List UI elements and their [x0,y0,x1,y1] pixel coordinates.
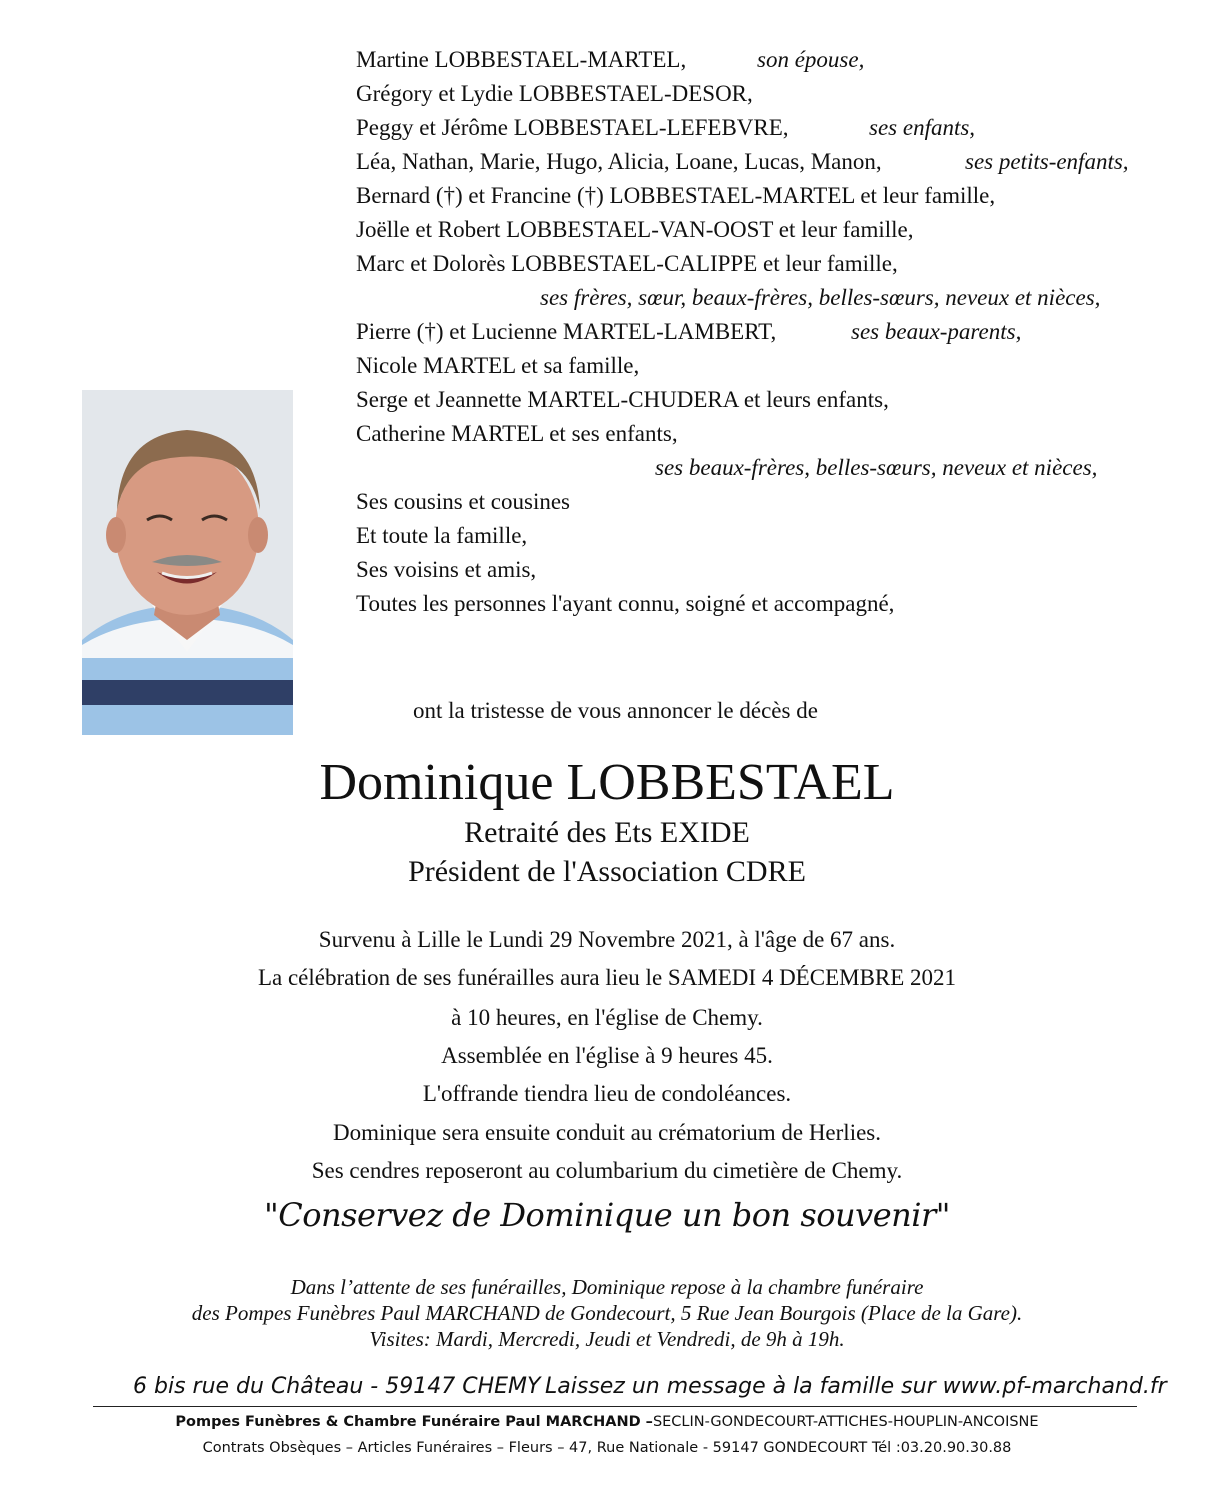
detail-line: à 10 heures, en l'église de Chemy. [451,1005,763,1030]
detail-line: La célébration de ses funérailles aura lieu le SAMEDI 4 DÉCEMBRE 2021 [257,965,957,990]
family-relation: ses beaux-frères, belles-sœurs, neveux et nièces, [655,455,1098,480]
family-relation: ses beaux-parents, [851,319,1022,344]
family-relation: ses enfants, [869,115,976,140]
family-line: Pierre (†) et Lucienne MARTEL-LAMBERT, [356,319,777,344]
family-line: Grégory et Lydie LOBBESTAEL-DESOR, [356,81,753,106]
company-contracts: Contrats Obsèques – Articles Funéraires – Fleurs – 47, Rue Nationale - 59147 GONDECOURT Tél :03.20.90.30.88 [202,1440,1012,1456]
family-relation: ses frères, sœur, beaux-frères, belles-sœurs, neveux et nièces, [540,285,1101,310]
deceased-name: Dominique LOBBESTAEL [319,754,895,811]
family-line: Martine LOBBESTAEL-MARTEL, [356,47,687,72]
company-line [0,1414,1214,1430]
family-line: Catherine MARTEL et ses enfants, [356,421,678,446]
footer-divider [93,1406,1137,1407]
family-line: Ses voisins et amis, [356,557,537,582]
company-name: Pompes Funèbres & Chambre Funéraire Paul MARCHAND – [175,1414,653,1430]
deceased-title-2: Président de l'Association CDRE [408,855,806,888]
funeral-note-line: des Pompes Funèbres Paul MARCHAND de Gondecourt, 5 Rue Jean Bourgois (Place de la Gare). [191,1301,1023,1325]
family-line: Joëlle et Robert LOBBESTAEL-VAN-OOST et leur famille, [356,217,914,242]
family-line: Léa, Nathan, Marie, Hugo, Alicia, Loane, Lucas, Manon, [356,149,882,174]
detail-line: Assemblée en l'église à 9 heures 45. [441,1043,773,1068]
family-line: Serge et Jeannette MARTEL-CHUDERA et leurs enfants, [356,387,889,412]
detail-line: L'offrande tiendra lieu de condoléances. [422,1081,792,1106]
memorial-quote: "Conservez de Dominique un bon souvenir" [263,1196,950,1234]
detail-line: Survenu à Lille le Lundi 29 Novembre 2021, à l'âge de 67 ans. [318,927,896,952]
portrait-photo [82,390,293,735]
funeral-note-line: Dans l’attente de ses funérailles, Dominique repose à la chambre funéraire [290,1275,924,1299]
family-line: Nicole MARTEL et sa famille, [356,353,640,378]
company-towns: SECLIN-GONDECOURT-ATTICHES-HOUPLIN-ANCOISNE [652,1414,1039,1430]
family-line: Bernard (†) et Francine (†) LOBBESTAEL-MARTEL et leur famille, [356,183,996,208]
footer-address: 6 bis rue du Château - 59147 CHEMY [133,1374,541,1399]
family-line: Toutes les personnes l'ayant connu, soigné et accompagné, [356,591,895,616]
deceased-title-1: Retraité des Ets EXIDE [464,816,750,849]
family-line: Marc et Dolorès LOBBESTAEL-CALIPPE et leur famille, [356,251,898,276]
family-line: Et toute la famille, [356,523,528,548]
detail-line: Ses cendres reposeront au columbarium du cimetière de Chemy. [311,1158,903,1183]
detail-line: Dominique sera ensuite conduit au crématorium de Herlies. [333,1120,881,1145]
family-relation: son épouse, [757,47,865,72]
footer-message-link[interactable]: Laissez un message à la famille sur www.pf-marchand.fr [545,1374,1167,1399]
family-relation: ses petits-enfants, [965,149,1129,174]
family-line: Ses cousins et cousines [356,489,571,514]
announcement-intro: ont la tristesse de vous annoncer le décès de [413,698,818,723]
family-line: Peggy et Jérôme LOBBESTAEL-LEFEBVRE, [356,115,789,140]
funeral-note-line: Visites: Mardi, Mercredi, Jeudi et Vendredi, de 9h à 19h. [369,1327,845,1351]
